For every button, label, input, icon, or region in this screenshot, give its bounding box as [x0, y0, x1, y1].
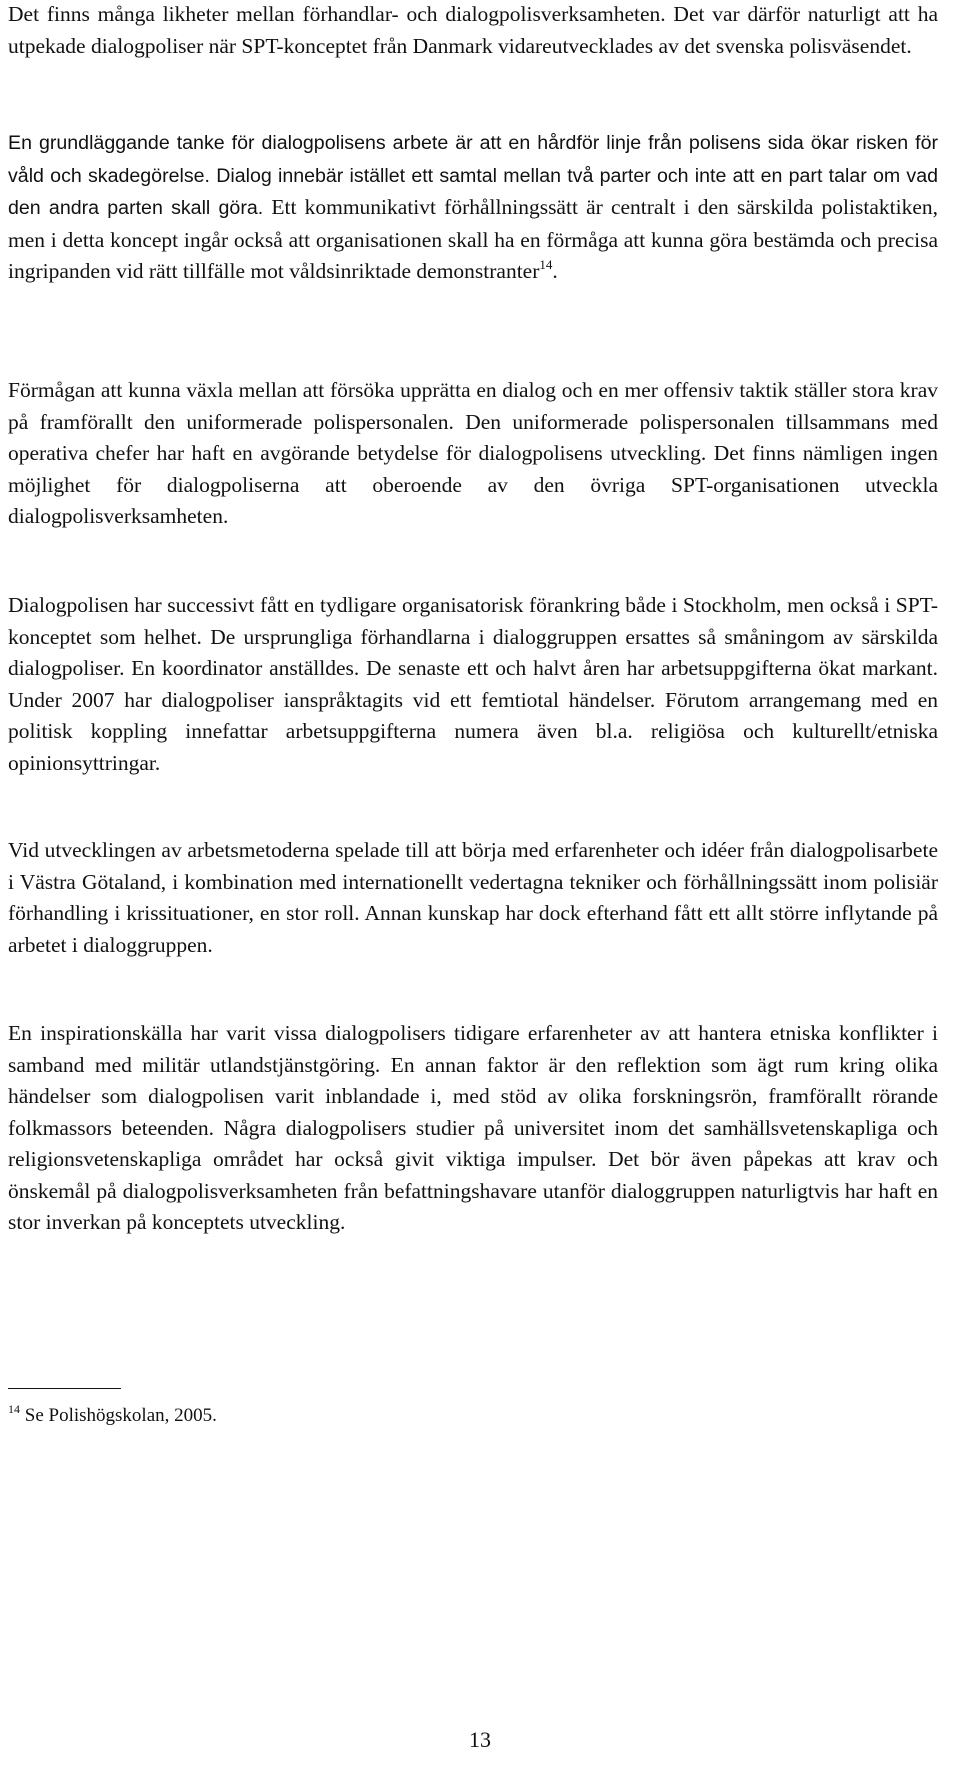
- paragraph-2-text: Ett kommunikativt förhållningssätt är centralt i den särskilda polistaktiken, men i detta koncept ingår också att organisationen skall ha en förmåga att kunna göra bestämda och precisa ingripanden vid rätt tillfälle mot våldsinriktade demonstranter: [8, 195, 938, 283]
- page-number: 13: [469, 1727, 491, 1752]
- paragraph-6: En inspirationskälla har varit vissa dialogpolisers tidigare erfarenheter av att hantera etniska konflikter i samband med militär utlandstjänstgöring. En annan faktor är den reflektion som ägt rum kring olika händelser som dialogpolisen varit inblandade i, med stöd av olika forskningsrön, framförallt rörande folkmassors beteenden. Några dialogpolisers studier på universitet inom det samhällsvetenskapliga och religionsvetenskapliga området har också givit viktiga impulser. Det bör även påpekas att krav och önskemål på dialogpolisverksamheten från befattningshavare utanför dialoggruppen naturligtvis har haft en stor inverkan på konceptets utveckling.: [8, 1021, 938, 1234]
- paragraph-4: Dialogpolisen har successivt fått en tydligare organisatorisk förankring både i Stockholm, men också i SPT-konceptet som helhet. De ursprungliga förhandlarna i dialoggruppen ersattes så småningom av särskilda dialogpoliser. En koordinator anställdes. De senaste ett och halvt åren har arbetsuppgifterna ökat markant. Under 2007 har dialogpoliser ianspråktagits vid ett femtiotal händelser. Förutom arrangemang med en politisk koppling innefattar arbetsuppgifterna numera även bl.a. religiösa och kulturellt/etniska opinionsyttringar.: [8, 593, 938, 775]
- footnote-reference[interactable]: 14: [539, 257, 553, 272]
- paragraph-2-end: .: [552, 259, 558, 283]
- footnote: [8, 1403, 217, 1429]
- footnote-number: 14: [8, 1402, 20, 1416]
- paragraph-2-sans-text: En grundläggande tanke för dialogpolisens arbete är att en hårdför linje från polisens sida ökar risken för våld och skadegörelse. Dialog innebär istället ett samtal mellan två parter och inte att en part talar om vad den andra parten skall göra.: [8, 132, 938, 219]
- footnote-separator: [8, 1388, 121, 1389]
- paragraph-5: Vid utvecklingen av arbetsmetoderna spelade till att börja med erfarenheter och idéer från dialogpolisarbete i Västra Götaland, i kombination med internationellt vedertagna tekniker och förhållningssätt inom polisiär förhandling i krissituationer, en stor roll. Annan kunskap har dock efterhand fått ett allt större inflytande på arbetet i dialoggruppen.: [8, 838, 938, 957]
- paragraph-2: [8, 127, 938, 288]
- footnote-text: Se Polishögskolan, 2005.: [20, 1405, 217, 1426]
- paragraph-1: Det finns många likheter mellan förhandlar- och dialogpolisverksamheten. Det var därför naturligt att ha utpekade dialogpoliser när SPT-konceptet från Danmark vidareutvecklades av det svenska polisväsendet.: [8, 2, 938, 58]
- paragraph-3: Förmågan att kunna växla mellan att försöka upprätta en dialog och en mer offensiv taktik ställer stora krav på framförallt den uniformerade polispersonalen. Den uniformerade polispersonalen tillsammans med operativa chefer har haft en avgörande betydelse för dialogpolisens utveckling. Det finns nämligen ingen möjlighet för dialogpoliserna att oberoende av den övriga SPT-organisationen utveckla dialogpolisverksamheten.: [8, 378, 938, 528]
